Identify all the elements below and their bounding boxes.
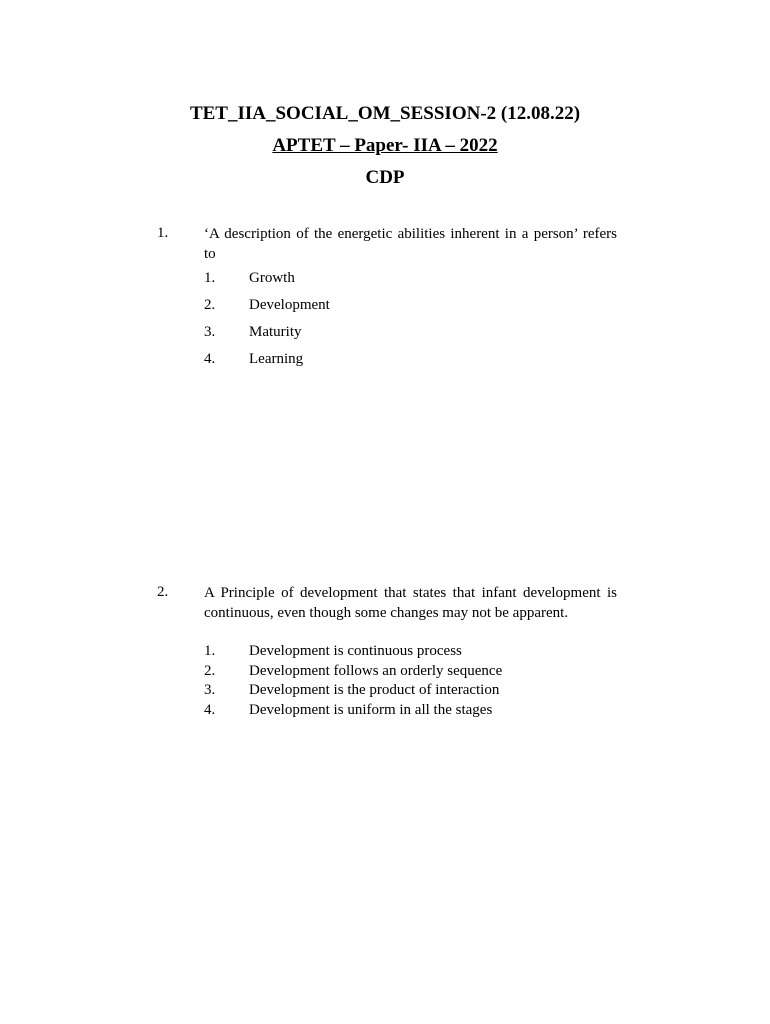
question-2-option-3 [204, 681, 499, 701]
question-1-option-1 [204, 270, 295, 287]
question-2-text: A Principle of development that states that infant development is continuous, even though some changes may not be apparent. [204, 585, 617, 621]
question-1-number: 1. [157, 225, 169, 241]
option-number: 4. [204, 351, 216, 367]
question-1-option-3 [204, 324, 302, 341]
question-2-option-4 [204, 701, 492, 721]
option-text: Maturity [249, 324, 302, 340]
option-number: 2. [204, 297, 216, 313]
question-1-option-2 [204, 297, 330, 314]
option-number: 3. [204, 324, 216, 340]
option-number: 2. [204, 662, 216, 679]
exam-subtitle [0, 135, 770, 157]
question-1-text: ‘A description of the energetic abilities inherent in a person’ refers to [204, 226, 617, 262]
option-text: Development follows an orderly sequence [249, 662, 503, 679]
option-number: 1. [204, 270, 216, 286]
question-1-option-4 [204, 351, 303, 368]
option-text: Development is the product of interaction [249, 682, 500, 698]
option-number: 4. [204, 701, 216, 718]
option-text: Development [249, 297, 330, 313]
option-text: Development is uniform in all the stages [249, 701, 493, 718]
question-2-number: 2. [157, 584, 169, 600]
option-text: Growth [249, 270, 295, 286]
option-text: Development is continuous process [249, 643, 462, 659]
document-title: TET_IIA_SOCIAL_OM_SESSION-2 (12.08.22) [189, 103, 581, 124]
question-2-option-1 [204, 642, 462, 662]
question-2-option-2 [204, 662, 502, 682]
exam-subtitle-text: APTET – Paper- IIA – 2022 [272, 135, 498, 156]
option-number: 3. [204, 682, 216, 698]
section-title: CDP [365, 167, 405, 188]
option-number: 1. [204, 643, 216, 659]
option-text: Learning [249, 351, 304, 367]
